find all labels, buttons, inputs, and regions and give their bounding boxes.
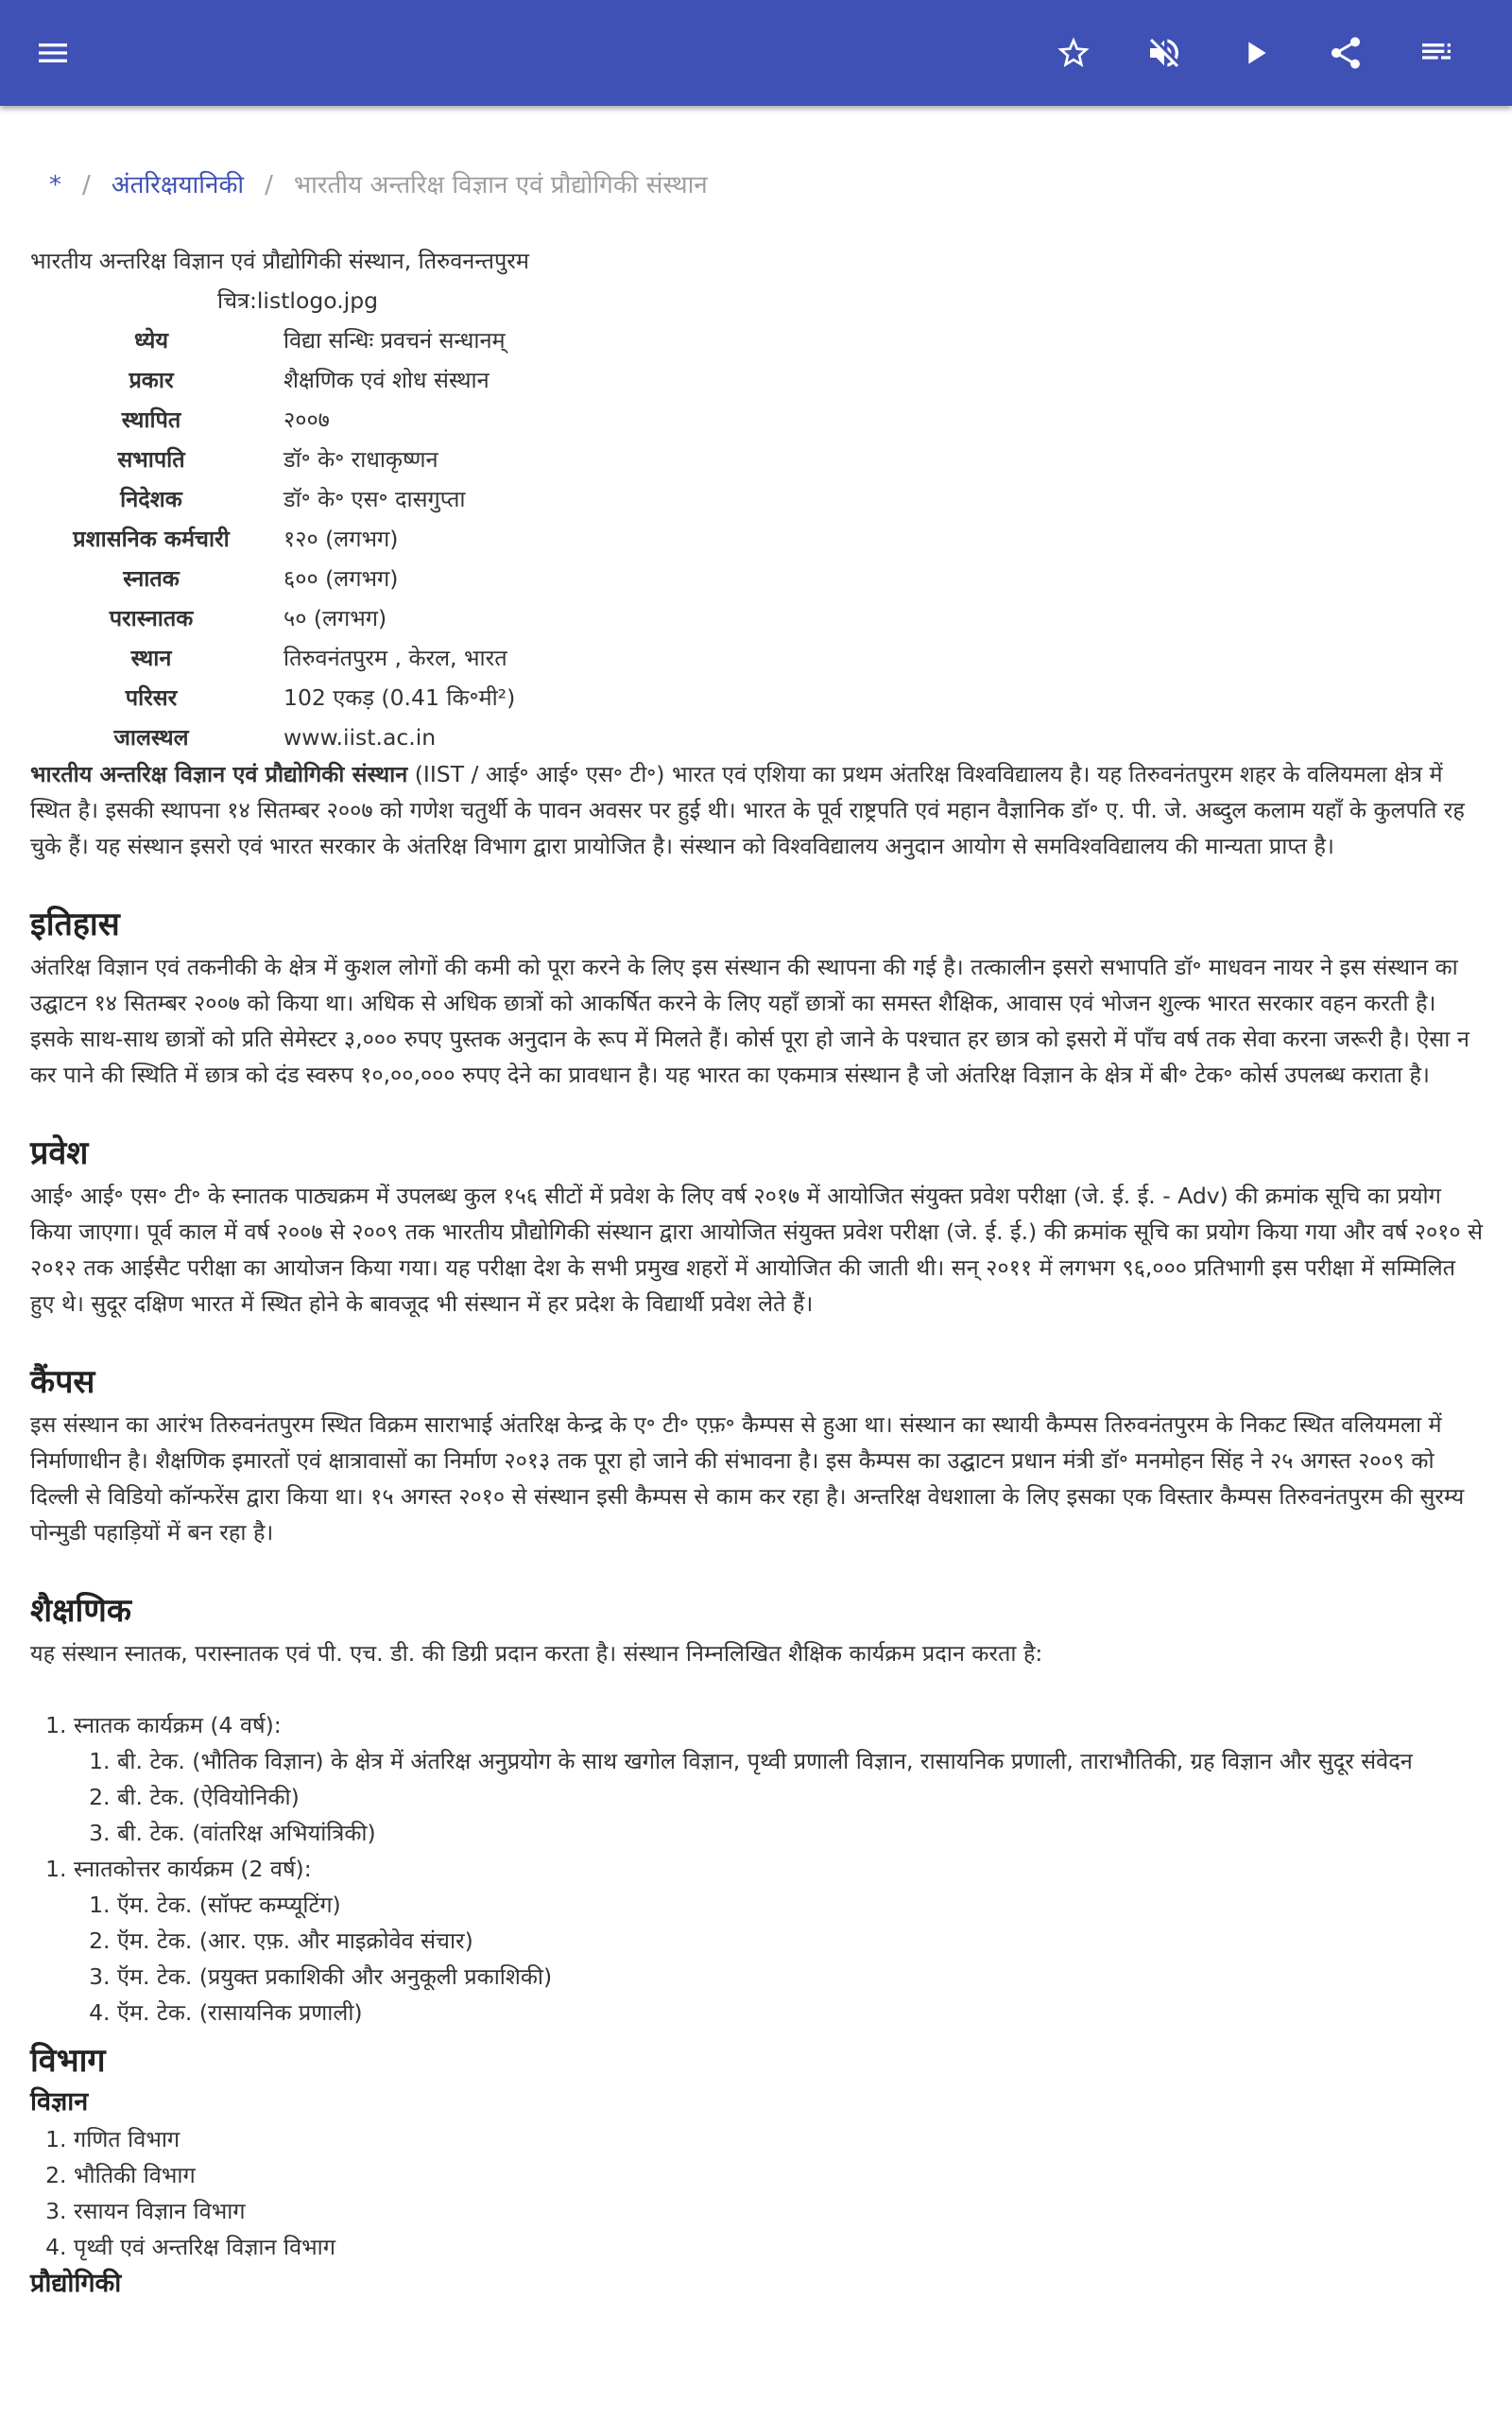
section-heading-history: इतिहास <box>30 906 120 943</box>
infobox-key: प्रशासनिक कर्मचारी <box>73 526 230 552</box>
academics-paragraph: यह संस्थान स्नातक, परास्नातक एवं पी. एच. डी. की डिग्री प्रदान करता है। संस्थान निम्नलिखित शैक्षिक कार्यक्रम प्रदान करता है: <box>30 1640 1043 1667</box>
infobox-value: तिरुवनंतपुरम , केरल, भारत <box>284 645 507 671</box>
infobox-row <box>47 519 515 559</box>
course-item: 3. ऍम. टेक. (प्रयुक्त प्रकाशिकी और अनुकूली प्रकाशिकी) <box>117 1959 1486 1995</box>
infobox-value: २००७ <box>284 406 330 433</box>
mute-button[interactable] <box>1134 23 1194 83</box>
science-departments-list <box>30 2121 1486 2265</box>
infobox-row <box>47 440 515 479</box>
program-list <box>30 1851 1486 2031</box>
intro-bold-title: भारतीय अन्तरिक्ष विज्ञान एवं प्रौद्योगिकी संस्थान <box>30 761 408 787</box>
infobox-key: प्रकार <box>129 367 174 393</box>
infobox-key: स्नातक <box>123 565 180 592</box>
department-item: 1. गणित विभाग <box>74 2121 1486 2157</box>
infobox-value: ६०० (लगभग) <box>284 565 399 592</box>
program-title: स्नातकोत्तर कार्यक्रम (2 वर्ष): <box>74 1856 312 1882</box>
section-heading-departments: विभाग <box>30 2042 106 2080</box>
star-outline-icon <box>1055 34 1092 72</box>
course-item: 4. ऍम. टेक. (रासायनिक प्रणाली) <box>117 1995 1486 2031</box>
contents-button[interactable] <box>1406 23 1467 83</box>
menu-icon <box>34 34 72 72</box>
playlist-icon <box>1418 34 1455 72</box>
infobox <box>30 241 1070 757</box>
intro-paragraph <box>30 756 1486 864</box>
infobox-title: भारतीय अन्तरिक्ष विज्ञान एवं प्रौद्योगिकी संस्थान, तिरुवनन्तपुरम <box>30 248 529 274</box>
infobox-logo[interactable]: चित्र:listlogo.jpg <box>217 287 379 314</box>
infobox-row <box>47 638 515 678</box>
breadcrumb-separator: / <box>82 171 91 199</box>
infobox-row <box>47 598 515 638</box>
course-item: 1. ऍम. टेक. (सॉफ्ट कम्प्यूटिंग) <box>117 1887 1486 1923</box>
infobox-key: स्थापित <box>121 406 181 433</box>
infobox-row <box>47 320 515 360</box>
infobox-table <box>47 320 515 757</box>
share-icon <box>1327 34 1365 72</box>
program-courses-list <box>74 1743 1486 1851</box>
program-item <box>74 1851 1486 2031</box>
play-icon <box>1236 34 1274 72</box>
infobox-value: विद्या सन्धिः प्रवचनं सन्धानम् <box>284 327 506 354</box>
infobox-key: निदेशक <box>120 486 182 512</box>
infobox-key: सभापति <box>117 446 185 473</box>
infobox-row <box>47 678 515 717</box>
infobox-key: स्थान <box>130 645 172 671</box>
infobox-row <box>47 360 515 400</box>
course-item: 2. ऍम. टेक. (आर. एफ़. और माइक्रोवेव संचार) <box>117 1923 1486 1959</box>
infobox-key: परास्नातक <box>109 605 194 631</box>
section-heading-academics: शैक्षणिक <box>30 1592 131 1630</box>
breadcrumb-category[interactable]: अंतरिक्षयानिकी <box>111 171 245 199</box>
program-title: स्नातक कार्यक्रम (4 वर्ष): <box>74 1712 282 1738</box>
program-list <box>30 1707 1486 1851</box>
infobox-key: जालस्थल <box>113 724 189 751</box>
department-item: 2. भौतिकी विभाग <box>74 2157 1486 2193</box>
course-item: 2. बी. टेक. (ऐवियोनिकी) <box>117 1779 1486 1815</box>
infobox-value: शैक्षणिक एवं शोध संस्थान <box>284 367 490 393</box>
department-item: 4. पृथ्वी एवं अन्तरिक्ष विज्ञान विभाग <box>74 2229 1486 2265</box>
infobox-value: 102 एकड़ (0.41 कि॰मी²) <box>284 684 516 711</box>
breadcrumb-separator: / <box>265 171 273 199</box>
share-button[interactable] <box>1315 23 1376 83</box>
breadcrumb-home[interactable]: * <box>49 171 61 199</box>
campus-paragraph: इस संस्थान का आरंभ तिरुवनंतपुरम स्थित विक्रम साराभाई अंतरिक्ष केन्द्र के ए॰ टी॰ एफ़॰ कैम्पस से हुआ था। संस्थान का स्थायी कैम्पस तिरुवनंतपुरम के निकट स्थित वलियमला में निर्माणाधीन है। शैक्षणिक इमारतों एवं क्षात्रावासों का निर्माण २०१३ तक पूरा हो जाने की संभावना है। इस कैम्पस का उद्घाटन प्रधान मंत्री डॉ॰ मनमोहन सिंह ने २५ अगस्त २००९ को दिल्ली से विडियो कॉन्फरेंस द्वारा किया था। १५ अगस्त २०१० से संस्थान इसी कैम्पस से काम कर रहा है। अन्तरिक्ष वेधशाला के लिए इसका एक विस्तार कैम्पस तिरुवनंतपुरम की सुरम्य पोन्मुडी पहाड़ियों में बन रहा है। <box>30 1411 1465 1546</box>
infobox-value: www.iist.ac.in <box>284 724 437 751</box>
department-item: 3. रसायन विज्ञान विभाग <box>74 2193 1486 2229</box>
infobox-row <box>47 479 515 519</box>
breadcrumb <box>49 166 708 204</box>
article-content <box>0 106 1512 2420</box>
article-body <box>30 756 1486 2303</box>
course-item: 3. बी. टेक. (वांतरिक्ष अभियांत्रिकी) <box>117 1815 1486 1851</box>
infobox-row <box>47 717 515 757</box>
subheading-science: विज्ञान <box>30 2087 89 2117</box>
program-courses-list <box>74 1887 1486 2031</box>
admission-paragraph: आई॰ आई॰ एस॰ टी॰ के स्नातक पाठ्यक्रम में उपलब्ध कुल १५६ सीटों में प्रवेश के लिए वर्ष २०१७ में आयोजित संयुक्त प्रवेश परीक्षा (जे. ई. ई. - Adv) की क्रमांक सूचि का प्रयोग किया जाएगा। पूर्व काल में वर्ष २००७ से २००९ तक भारतीय प्रौद्योगिकी संस्थान द्वारा आयोजित संयुक्त प्रवेश परीक्षा (जे. ई. ई.) की क्रमांक सूचि का प्रयोग किया गया और वर्ष २०१० से २०१२ तक आईसैट परीक्षा का आयोजन किया गया। यह परीक्षा देश के सभी प्रमुख शहरों में आयोजित की जाती थी। सन् २०११ में लगभग ९६,००० प्रतिभागी इस परीक्षा में सम्मिलित हुए थे। सुदूर दक्षिण भारत में स्थित होने के बावजूद भी संस्थान में हर प्रदेश के विद्यार्थी प्रवेश लेते हैं। <box>30 1183 1483 1317</box>
play-button[interactable] <box>1225 23 1285 83</box>
favorite-button[interactable] <box>1043 23 1104 83</box>
section-heading-admission: प्रवेश <box>30 1134 89 1172</box>
infobox-key: ध्येय <box>133 327 169 354</box>
infobox-value: डॉ॰ के॰ राधाकृष्णन <box>284 446 438 473</box>
subheading-technology: प्रौद्योगिकी <box>30 2269 122 2298</box>
infobox-row <box>47 400 515 440</box>
infobox-row <box>47 559 515 598</box>
programs-list <box>30 1707 1486 2031</box>
history-paragraph: अंतरिक्ष विज्ञान एवं तकनीकी के क्षेत्र में कुशल लोगों की कमी को पूरा करने के लिए इस संस्थान की स्थापना की गई है। तत्कालीन इसरो सभापति डॉ॰ माधवन नायर ने इस संस्थान का उद्घाटन १४ सितम्बर २००७ को किया था। अधिक से अधिक छात्रों को आकर्षित करने के लिए यहाँ छात्रों का समस्त शैक्षिक, आवास एवं भोजन शुल्क भारत सरकार वहन करती है। इसके साथ-साथ छात्रों को प्रति सेमेस्टर ३,००० रुपए पुस्तक अनुदान के रूप में मिलते हैं। कोर्स पूरा हो जाने के पश्चात हर छात्र को इसरो में पाँच वर्ष तक सेवा करना जरूरी है। ऐसा न कर पाने की स्थिति में छात्र को दंड स्वरुप १०,००,००० रुपए देने का प्रावधान है। यह भारत का एकमात्र संस्थान है जो अंतरिक्ष विज्ञान के क्षेत्र में बी॰ टेक॰ कोर्स उपलब्ध कराता है। <box>30 954 1469 1088</box>
section-heading-campus: कैंपस <box>30 1363 95 1401</box>
infobox-key: परिसर <box>125 684 178 711</box>
app-bar <box>0 0 1512 106</box>
intro-text: (IIST / आई॰ आई॰ एस॰ टी॰) भारत एवं एशिया का प्रथम अंतरिक्ष विश्वविद्यालय है। यह तिरुवनंतपुरम शहर के वलियमला क्षेत्र में स्थित है। इसकी स्थापना १४ सितम्बर २००७ को गणेश चतुर्थी के पावन अवसर पर हुई थी। भारत के पूर्व राष्ट्रपति एवं महान वैज्ञानिक डॉ॰ ए. पी. जे. अब्दुल कलाम यहाँ के कुलपति रह चुके हैं। यह संस्थान इसरो एवं भारत सरकार के अंतरिक्ष विभाग द्वारा प्रायोजित है। संस्थान को विश्वविद्यालय अनुदान आयोग से समविश्वविद्यालय की मान्यता प्राप्त है। <box>30 761 1465 859</box>
volume-off-icon <box>1145 34 1183 72</box>
course-item: 1. बी. टेक. (भौतिक विज्ञान) के क्षेत्र में अंतरिक्ष अनुप्रयोग के साथ खगोल विज्ञान, पृथ्वी प्रणाली विज्ञान, रासायनिक प्रणाली, ताराभौतिकी, ग्रह विज्ञान और सुदूर संवेदन <box>117 1743 1486 1779</box>
infobox-value: डॉ॰ के॰ एस॰ दासगुप्ता <box>284 486 466 512</box>
program-item <box>74 1707 1486 1851</box>
menu-button[interactable] <box>23 23 83 83</box>
infobox-value: १२० (लगभग) <box>284 526 399 552</box>
infobox-value: ५० (लगभग) <box>284 605 387 631</box>
breadcrumb-current: भारतीय अन्तरिक्ष विज्ञान एवं प्रौद्योगिकी संस्थान <box>293 171 708 199</box>
